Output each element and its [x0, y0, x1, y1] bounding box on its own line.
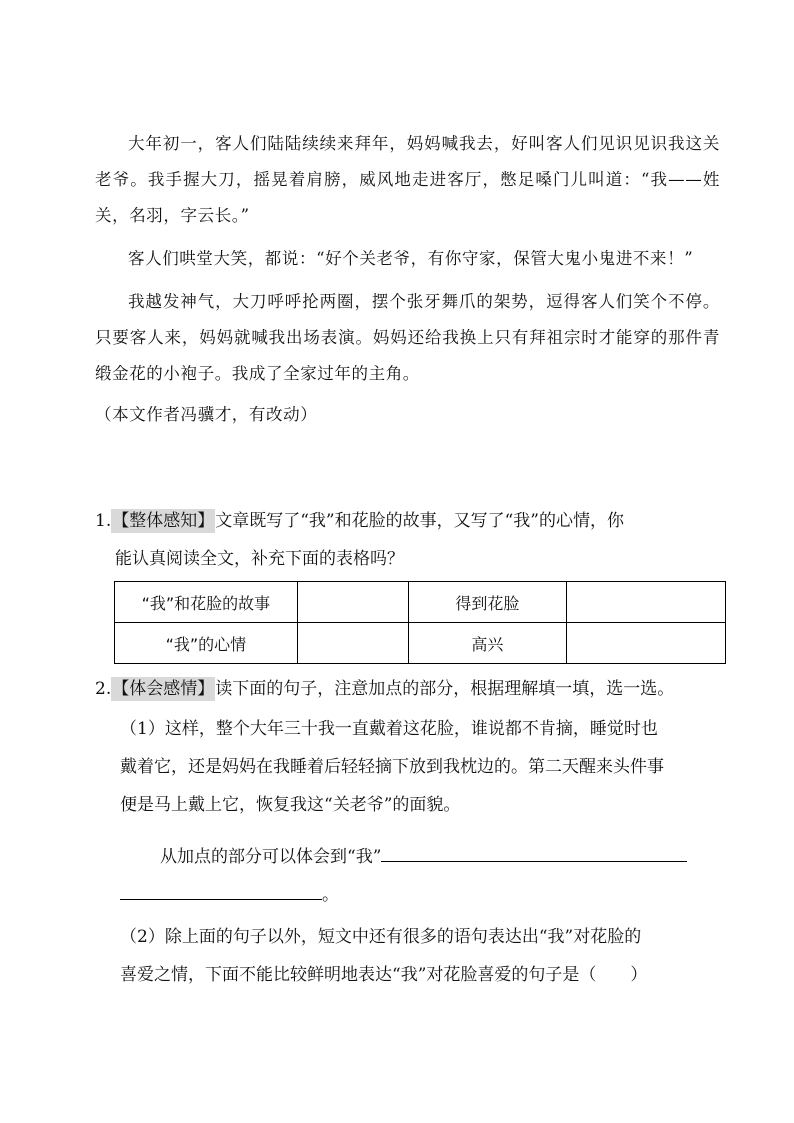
- question-1-tag: 【整体感知】: [112, 511, 215, 531]
- question-2-line1: 读下面的句子，注意加点的部分，根据理解填一填，选一选。: [215, 679, 675, 699]
- subquestion-2-line1: （2）除上面的句子以外，短文中还有很多的语句表达出“我”对花脸的: [120, 927, 642, 947]
- question-1-line1: 文章既写了“我”和花脸的故事，又写了“我”的心情，你: [215, 511, 624, 531]
- table-cell-get-mask: 得到花脸: [408, 582, 567, 623]
- subquestion-1-line2: 戴着它，还是妈妈在我睡着后轻轻摘下放到我枕边的。第二天醒来头件事: [120, 757, 664, 777]
- table-cell-story-header: “我”和花脸的故事: [115, 582, 298, 623]
- answer-blank-2[interactable]: [120, 877, 322, 900]
- table-cell-story-blank[interactable]: [297, 582, 408, 623]
- passage-paragraph-3: 我越发神气，大刀呼呼抡两圈，摆个张牙舞爪的架势，逗得客人们笑个不停。只要客人来，妈妈就喊我出场表演。妈妈还给我换上只有拜祖宗时才能穿的那件青缎金花的小袍子。我成了全家过年的主角。: [95, 292, 720, 383]
- question-2: [95, 670, 725, 708]
- passage-paragraph-2: 客人们哄堂大笑，都说：“好个关老爷，有你守家，保管大鬼小鬼进不来！”: [128, 249, 694, 268]
- fill-in-line-1: [160, 838, 765, 876]
- question-1-line2: 能认真阅读全文，补充下面的表格吗？: [115, 549, 404, 569]
- table-cell-feeling-header: “我”的心情: [115, 623, 298, 664]
- story-feeling-table: [114, 581, 726, 664]
- question-1: [95, 502, 725, 578]
- subquestion-1-line3: 便是马上戴上它，恢复我这“关老爷”的面貌。: [120, 795, 461, 815]
- passage-paragraph-1: 大年初一，客人们陆陆续续来拜年，妈妈喊我去，好叫客人们见识见识我这关老爷。我手握大刀，摇晃着肩膀，威风地走进客厅，憋足嗓门儿叫道：“我——姓关，名羽，字云长。”: [95, 134, 720, 225]
- table-cell-feeling-blank-2[interactable]: [567, 623, 726, 664]
- question-2-tag: 【体会感情】: [112, 679, 215, 699]
- subquestion-1-line1: （1）这样，整个大年三十我一直戴着这花脸，谁说都不肯摘，睡觉时也: [120, 719, 658, 739]
- subquestion-2-line2: 喜爱之情，下面不能比较鲜明地表达“我”对花脸喜爱的句子是（ ）: [120, 965, 648, 985]
- fill-in-end: 。: [322, 885, 339, 905]
- table-cell-happy: 高兴: [408, 623, 567, 664]
- table-row: [115, 582, 726, 623]
- fill-in-prompt: 从加点的部分可以体会到“我”: [160, 847, 382, 867]
- table-row: [115, 623, 726, 664]
- answer-blank-1[interactable]: [381, 839, 687, 862]
- reading-passage: [95, 126, 720, 440]
- question-1-number: 1.: [95, 511, 112, 531]
- question-2-number: 2.: [95, 679, 112, 699]
- passage-source: （本文作者冯骥才，有改动）: [95, 405, 318, 424]
- table-cell-story-blank-2[interactable]: [567, 582, 726, 623]
- table-cell-feeling-blank[interactable]: [297, 623, 408, 664]
- fill-in-line-2: [120, 876, 725, 914]
